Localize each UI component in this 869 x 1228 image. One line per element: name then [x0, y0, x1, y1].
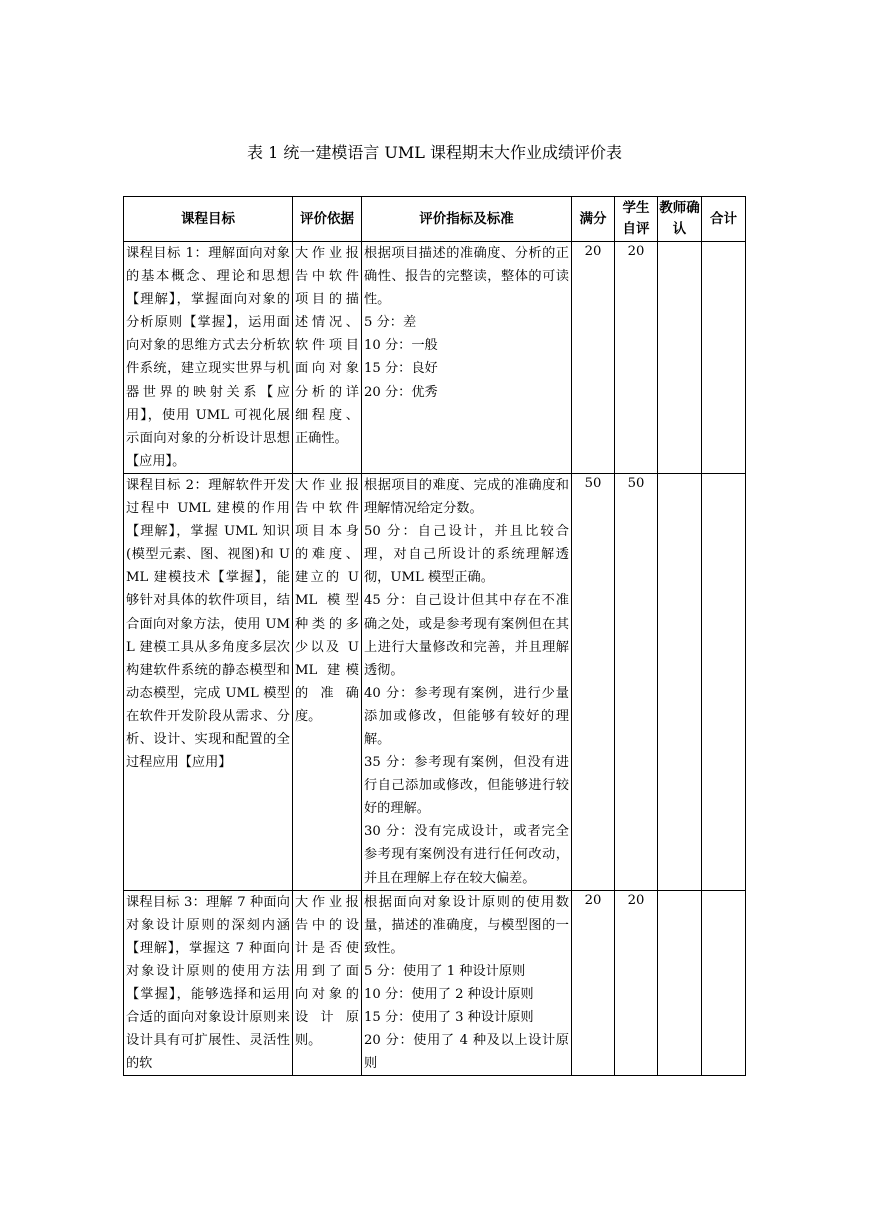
criteria-cell [362, 242, 572, 474]
criteria-line: 50 分：自己设计，并且比较合理，对自己所设计的系统理解透彻，UML 模型正确。 [364, 524, 569, 586]
criteria-line: 5 分：使用了 1 种设计原则 [364, 963, 526, 979]
table-row [124, 473, 746, 890]
full-score-cell: 20 [572, 890, 615, 1076]
criteria-line: 30 分：没有完成设计，或者完全参考现有案例没有进行任何改动，并且在理解上存在较大偏差。 [364, 824, 569, 886]
header-row [124, 197, 746, 242]
basis-cell: 大作业报告中软件项目的描述情况、软件项目面向对象分析的详细程度、正确性。 [293, 242, 362, 474]
total-cell[interactable] [702, 242, 746, 474]
self-score-cell[interactable]: 50 [615, 473, 658, 890]
criteria-line: 根据面向对象设计原则的使用数量，描述的准确度，与模型图的一致性。 [364, 894, 569, 956]
teacher-confirm-cell[interactable] [658, 890, 702, 1076]
header-objective: 课程目标 [124, 197, 293, 242]
total-cell[interactable] [702, 473, 746, 890]
full-score-cell: 20 [572, 242, 615, 474]
objective-cell: 课程目标 3：理解 7 种面向对象设计原则的深刻内涵【理解】，掌握这 7 种面向对象设计原则的使用方法【掌握】，能够选择和运用合适的面向对象设计原则来设计具有可扩展性、灵活性的软 [124, 890, 293, 1076]
header-basis: 评价依据 [293, 197, 362, 242]
criteria-cell [362, 473, 572, 890]
self-score-cell[interactable]: 20 [615, 242, 658, 474]
header-criteria: 评价指标及标准 [362, 197, 572, 242]
criteria-line: 40 分：参考现有案例，进行少量添加或修改，但能够有较好的理解。 [364, 685, 569, 747]
criteria-line: 根据项目的难度、完成的准确度和理解情况给定分数。 [364, 477, 569, 517]
table-row [124, 242, 746, 474]
teacher-confirm-cell[interactable] [658, 242, 702, 474]
header-self-score: 学生自评 [615, 197, 658, 242]
basis-cell: 大作业报告中软件项目本身的难度、建立的 UML 模型种类的多少以及 UML 建模的准确度。 [293, 473, 362, 890]
criteria-line: 35 分：参考现有案例，但没有进行自己添加或修改，但能够进行较好的理解。 [364, 755, 569, 817]
basis-cell: 大作业报告中的设计是否使用到了面向对象的设计原则。 [293, 890, 362, 1076]
page-title: 表 1 统一建模语言 UML 课程期末大作业成绩评价表 [246, 143, 623, 162]
self-score-cell[interactable]: 20 [615, 890, 658, 1076]
objective-cell: 课程目标 2：理解软件开发过程中 UML 建模的作用【理解】，掌握 UML 知识(模型元素、图、视图)和 UML 建模技术【掌握】，能够针对具体的软件项目，结合面向对象方法，使用 UML 建模工具从多角度多层次构建软件系统的静态模型和动态模型，完成 UML 模型在软件开发阶段从需求、分析、设计、实现和配置的全过程应用【应用】 [124, 473, 293, 890]
header-teacher-confirm: 教师确认 [658, 197, 702, 242]
criteria-line: 5 分：差 [364, 315, 417, 331]
criteria-line: 10 分：使用了 2 种设计原则 [364, 987, 534, 1002]
table-row [124, 890, 746, 1076]
criteria-line: 15 分：良好 [364, 361, 438, 377]
criteria-line: 45 分：自己设计但其中存在不准确之处，或是参考现有案例但在其上进行大量修改和完善，并且理解透彻。 [364, 593, 569, 678]
header-total: 合计 [702, 197, 746, 242]
criteria-cell [362, 890, 572, 1076]
criteria-line: 20 分：优秀 [364, 384, 438, 400]
objective-cell: 课程目标 1：理解面向对象的基本概念、理论和思想【理解】，掌握面向对象的分析原则【掌握】，运用面向对象的思维方式去分析软件系统，建立现实世界与机器世界的映射关系【应用】，使用 UML 可视化展示面向对象的分析设计思想【应用】。 [124, 242, 293, 474]
header-full-score: 满分 [572, 197, 615, 242]
criteria-line: 20 分：使用了 4 种及以上设计原则 [364, 1033, 569, 1072]
criteria-line: 10 分：一般 [364, 338, 438, 354]
criteria-line: 根据项目描述的准确度、分析的正确性、报告的完整读，整体的可读性。 [364, 246, 569, 308]
grade-evaluation-table [123, 196, 746, 1076]
teacher-confirm-cell[interactable] [658, 473, 702, 890]
total-cell[interactable] [702, 890, 746, 1076]
full-score-cell: 50 [572, 473, 615, 890]
criteria-line: 15 分：使用了 3 种设计原则 [364, 1010, 534, 1026]
